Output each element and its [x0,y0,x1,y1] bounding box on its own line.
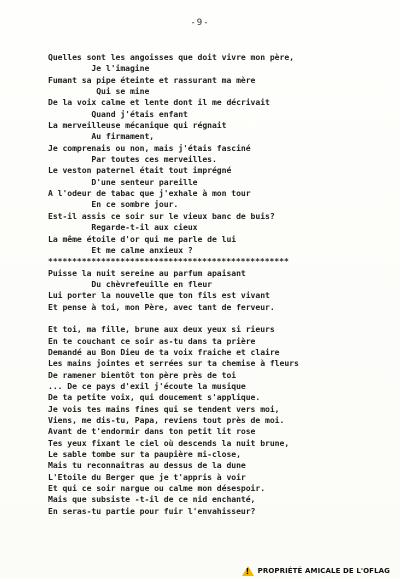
poem-line: Du chèvrefeuille en fleur [48,278,212,289]
warning-triangle-icon [242,566,254,576]
poem-line: Quand j'étais enfant [48,108,188,119]
poem-line: Par toutes ces merveilles. [48,154,217,165]
poem-line: Et toi, ma fille, brune aux deux yeux si rieurs [48,324,275,335]
footer-text: PROPRIÉTÉ AMICALE DE L'OFLAG [257,567,390,575]
poem-line: Demandé au Bon Dieu de ta voix fraiche et claire [48,346,280,357]
stanza-1 [48,52,388,256]
footer-watermark [242,566,390,576]
poem-line: Et pense à toi, mon Père, avec tant de ferveur. [48,301,275,312]
poem-line: Fumant sa pipe éteinte et rassurant ma mère [48,74,256,85]
poem-line: Je vois tes mains fines qui se tendent vers moi, [48,403,280,414]
poem-line: ... De ce pays d'exil j'écoute la musique [48,380,246,391]
poem-line: Tes yeux fixant le ciel où descends la nuit brune, [48,437,290,448]
poem-line [48,313,388,324]
poem-line: Lui porter la nouvelle que ton fils est vivant [48,290,270,301]
poem-line: Regarde-t-il aux cieux [48,222,198,233]
poem-line: Je l'imagine [48,63,150,74]
poem-line: De ramener bientôt ton père près de toi [48,369,237,380]
poem-line: Qui se mine [48,86,150,97]
poem-line: En te couchant ce soir as-tu dans ta prière [48,335,256,346]
poem-line: Mais tu reconnaitras au dessus de la dune [48,460,246,471]
poem-line: Viens, me dis-tu, Papa, reviens tout près de moi. [48,415,285,425]
poem-line: Au firmament, [48,131,155,142]
poem-line: De ta petite voix, qui doucement s'applique. [48,392,261,403]
poem-line: Je comprenais ou non, mais j'étais fasciné [48,142,251,153]
poem-line: Est-il assis ce soir sur le vieux banc de buis? [48,210,275,221]
poem-line: Puisse la nuit sereine au parfum apaisant [48,267,246,278]
separator-line: ************************************************** [48,257,289,267]
poem-line: Le sable tombe sur ta paupière mi-close, [48,449,241,460]
poem-line: Avant de t'endormir dans ton petit lit rose [48,426,256,437]
poem-line: Quelles sont les angoisses que doit vivre mon père, [48,52,294,62]
poem-line: Le veston paternel était tout imprégné [48,165,232,176]
poem-line: Et qui ce soir nargue ou calme mon désespoir. [48,483,266,494]
poem-line: Et me calme anxieux ? [48,244,193,255]
poem-body [48,52,388,517]
poem-line: En ce sombre jour. [48,199,179,210]
poem-line: Les mains jointes et serrées sur ta chemise à fleurs [48,358,299,369]
poem-line: De la voix calme et lente dont il me décrivait [48,97,270,108]
poem-line: A l'odeur de tabac que j'exhale à mon tour [48,188,251,199]
poem-line: La même étoile d'or qui me parle de lui [48,233,237,244]
page-number: -9- [190,18,210,28]
poem-line: L'Etoile du Berger que je t'appris à voir [48,471,246,482]
stanza-2 [48,268,388,518]
poem-line: Mais que subsiste -t-il de ce nid enchanté, [48,494,256,505]
poem-line: D'une senteur pareille [48,176,198,187]
poem-line: En seras-tu partie pour fuir l'envahisseur? [48,505,256,516]
poem-line: La merveilleuse mécanique qui régnait [48,120,227,131]
